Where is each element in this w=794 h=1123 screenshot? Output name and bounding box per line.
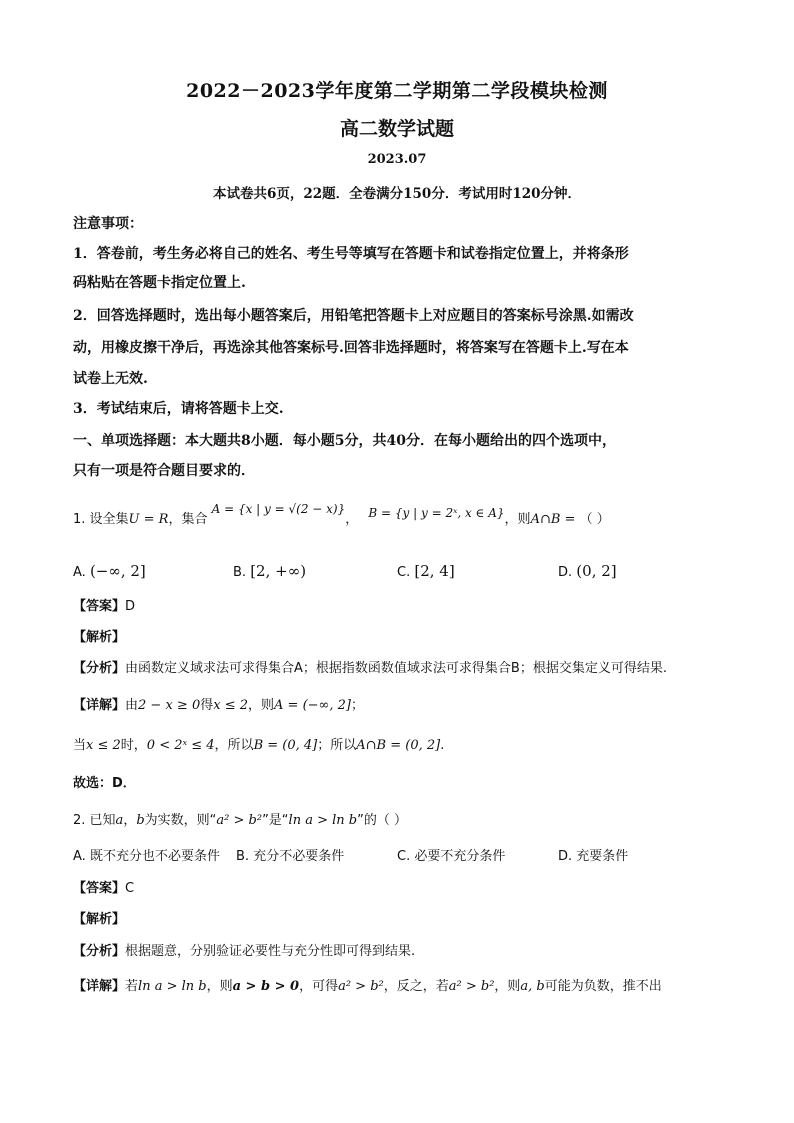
q1-d2f: B = (0, 4] — [253, 738, 318, 753]
q1-universal-set: U = R — [128, 512, 169, 527]
q1-answer — [73, 598, 135, 616]
q2-option-d — [558, 848, 628, 866]
q2-option-d-value: 充要条件 — [576, 849, 629, 864]
q1-option-b-value: [2, +∞) — [250, 562, 307, 580]
q1-d1a: 由 — [125, 698, 139, 713]
q1-analysis-tag — [73, 629, 125, 647]
q1-option-d — [558, 562, 617, 582]
q2-option-a — [73, 848, 220, 866]
q1-fenxi-tag: 【分析】 — [73, 661, 126, 676]
q2-analysis-label: 【解析】 — [73, 912, 126, 927]
q1-sep: ， — [345, 512, 359, 527]
q2-df: a² > b² — [338, 979, 384, 994]
q2-dd: a > b > 0 — [232, 979, 300, 994]
q2-analysis-tag — [73, 911, 125, 929]
q1-answer-value: D — [125, 599, 136, 614]
q2-option-b-label: B. — [236, 849, 250, 864]
q2-comma: ， — [123, 813, 137, 828]
q1-d2b: x ≤ 2 — [86, 738, 121, 753]
q2-cond-2: ln a > ln b — [288, 813, 358, 828]
q1-choose: 故选：D． — [73, 776, 136, 791]
q1-analysis-label: 【解析】 — [73, 630, 126, 645]
q1-option-b-label: B. — [233, 565, 247, 580]
q1-detail-line-2 — [73, 737, 444, 755]
q1-d1g: ； — [350, 698, 364, 713]
question-1-stem — [73, 502, 610, 529]
q1-d2g: ；所以 — [317, 738, 357, 753]
q1-option-a-value: (−∞, 2] — [89, 562, 146, 580]
q1-set-b: B = {y | y = 2ˣ, x ∈ A} — [368, 506, 505, 520]
q2-option-b — [236, 848, 344, 866]
q2-dj: a, b — [520, 979, 545, 994]
note-1-line-2: 码粘贴在答题卡指定位置上. — [73, 275, 246, 291]
q1-option-c-value: [2, 4] — [414, 562, 455, 580]
note-2-line-2: 动，用橡皮擦干净后，再选涂其他答案标号.回答非选择题时，将答案写在答题卡上.写在本 — [73, 340, 629, 356]
q1-option-d-label: D. — [558, 565, 573, 580]
q2-var-a: a — [115, 813, 124, 828]
q2-fenxi-tag: 【分析】 — [73, 944, 126, 959]
q2-option-a-value: 既不充分也不必要条件 — [89, 849, 220, 864]
q2-var-b: b — [136, 813, 145, 828]
question-2-stem — [73, 812, 407, 830]
q1-detail-line-1 — [73, 697, 364, 715]
q1-d2d: 0 < 2ˣ ≤ 4 — [146, 738, 215, 753]
q2-fenxi-text: 根据题意，分别验证必要性与充分性即可得到结果. — [125, 944, 416, 959]
exam-intro: 本试卷共6页，22题．全卷满分150分．考试用时120分钟． — [212, 186, 582, 202]
q2-option-c-value: 必要不充分条件 — [414, 849, 506, 864]
q1-detail-tag: 【详解】 — [73, 698, 126, 713]
q1-option-a-label: A. — [73, 565, 86, 580]
q1-option-a — [73, 562, 146, 582]
exam-title: 2022－2023学年度第二学期第二学段模块检测 — [186, 80, 608, 102]
q1-stem-text-a: 1. 设全集 — [73, 512, 129, 527]
q2-answer — [73, 880, 134, 898]
q1-set-a: A = {x | y = √(2 − x)} — [211, 502, 346, 516]
section-heading-line-2: 只有一项是符合题目要求的． — [73, 463, 255, 479]
q1-answer-tag: 【答案】 — [73, 599, 126, 614]
note-2-line-3: 试卷上无效. — [73, 371, 148, 387]
q1-d2c: 时， — [120, 738, 147, 753]
exam-date: 2023.07 — [367, 152, 427, 167]
q1-answer-paren: （ ） — [579, 512, 610, 527]
q2-stem-a: 2. 已知 — [73, 813, 116, 828]
q1-d1c: 得 — [200, 698, 214, 713]
q1-d2i: . — [440, 738, 445, 753]
q2-answer-tag: 【答案】 — [73, 881, 126, 896]
q2-detail-tag: 【详解】 — [73, 979, 126, 994]
q2-answer-value: C — [125, 881, 135, 896]
q2-dh: a² > b² — [448, 979, 495, 994]
q1-d1e: ，则 — [248, 698, 275, 713]
q1-option-b — [233, 562, 306, 582]
exam-subtitle: 高二数学试题 — [339, 118, 454, 140]
q2-stem-e: ”的（ ） — [357, 813, 407, 828]
q2-option-c-label: C. — [397, 849, 411, 864]
note-3: 3．考试结束后，请将答题卡上交. — [73, 401, 284, 417]
q2-stem-c: 为实数，则“ — [144, 813, 217, 828]
q1-d2h: A∩B = (0, 2] — [356, 738, 441, 753]
q2-dc: ，则 — [206, 979, 233, 994]
q1-option-c-label: C. — [397, 565, 411, 580]
q1-d1f: A = (−∞, 2] — [274, 698, 351, 713]
q2-de: ，可得 — [299, 979, 339, 994]
q1-d1d: x ≤ 2 — [213, 698, 249, 713]
q1-d2e: ，所以 — [214, 738, 254, 753]
q1-fenxi-text: 由函数定义域求法可求得集合A；根据指数函数值域求法可求得集合B；根据交集定义可得结果. — [125, 661, 667, 676]
q1-stem-text-b: ，集合 — [168, 512, 208, 527]
q2-option-d-label: D. — [558, 849, 573, 864]
note-2-line-1: 2．回答选择题时，选出每小题答案后，用铅笔把答题卡上对应题目的答案标号涂黑.如需改 — [73, 308, 634, 324]
q2-dg: ，反之，若 — [383, 979, 449, 994]
q2-option-a-label: A. — [73, 849, 86, 864]
q1-stem-text-c: ，则 — [504, 512, 531, 527]
notes-heading: 注意事项： — [73, 216, 143, 232]
q1-d1b: 2 − x ≥ 0 — [138, 698, 201, 713]
q2-option-b-value: 充分不必要条件 — [253, 849, 345, 864]
q2-detail-line-1 — [73, 978, 662, 996]
q2-cond-1: a² > b² — [216, 813, 263, 828]
q1-d2a: 当 — [73, 738, 87, 753]
q1-fenxi — [73, 660, 667, 678]
q2-db: ln a > ln b — [138, 979, 207, 994]
q2-dk: 可能为负数，推不出 — [544, 979, 662, 994]
note-1-line-1: 1．答卷前，考生务必将自己的姓名、考生号等填写在答题卡和试卷指定位置上，并将条形 — [73, 246, 629, 262]
q1-option-c — [397, 562, 455, 582]
q2-stem-d: ”是“ — [262, 813, 289, 828]
q2-fenxi — [73, 943, 415, 961]
q2-da: 若 — [125, 979, 139, 994]
q1-intersection: A∩B = — [530, 512, 576, 527]
q2-di: ，则 — [494, 979, 521, 994]
q1-option-d-value: (0, 2] — [576, 562, 617, 580]
section-heading-line-1: 一、单项选择题：本大题共8小题．每小题5分，共40分．在每小题给出的四个选项中， — [73, 433, 616, 449]
q2-option-c — [397, 848, 505, 866]
